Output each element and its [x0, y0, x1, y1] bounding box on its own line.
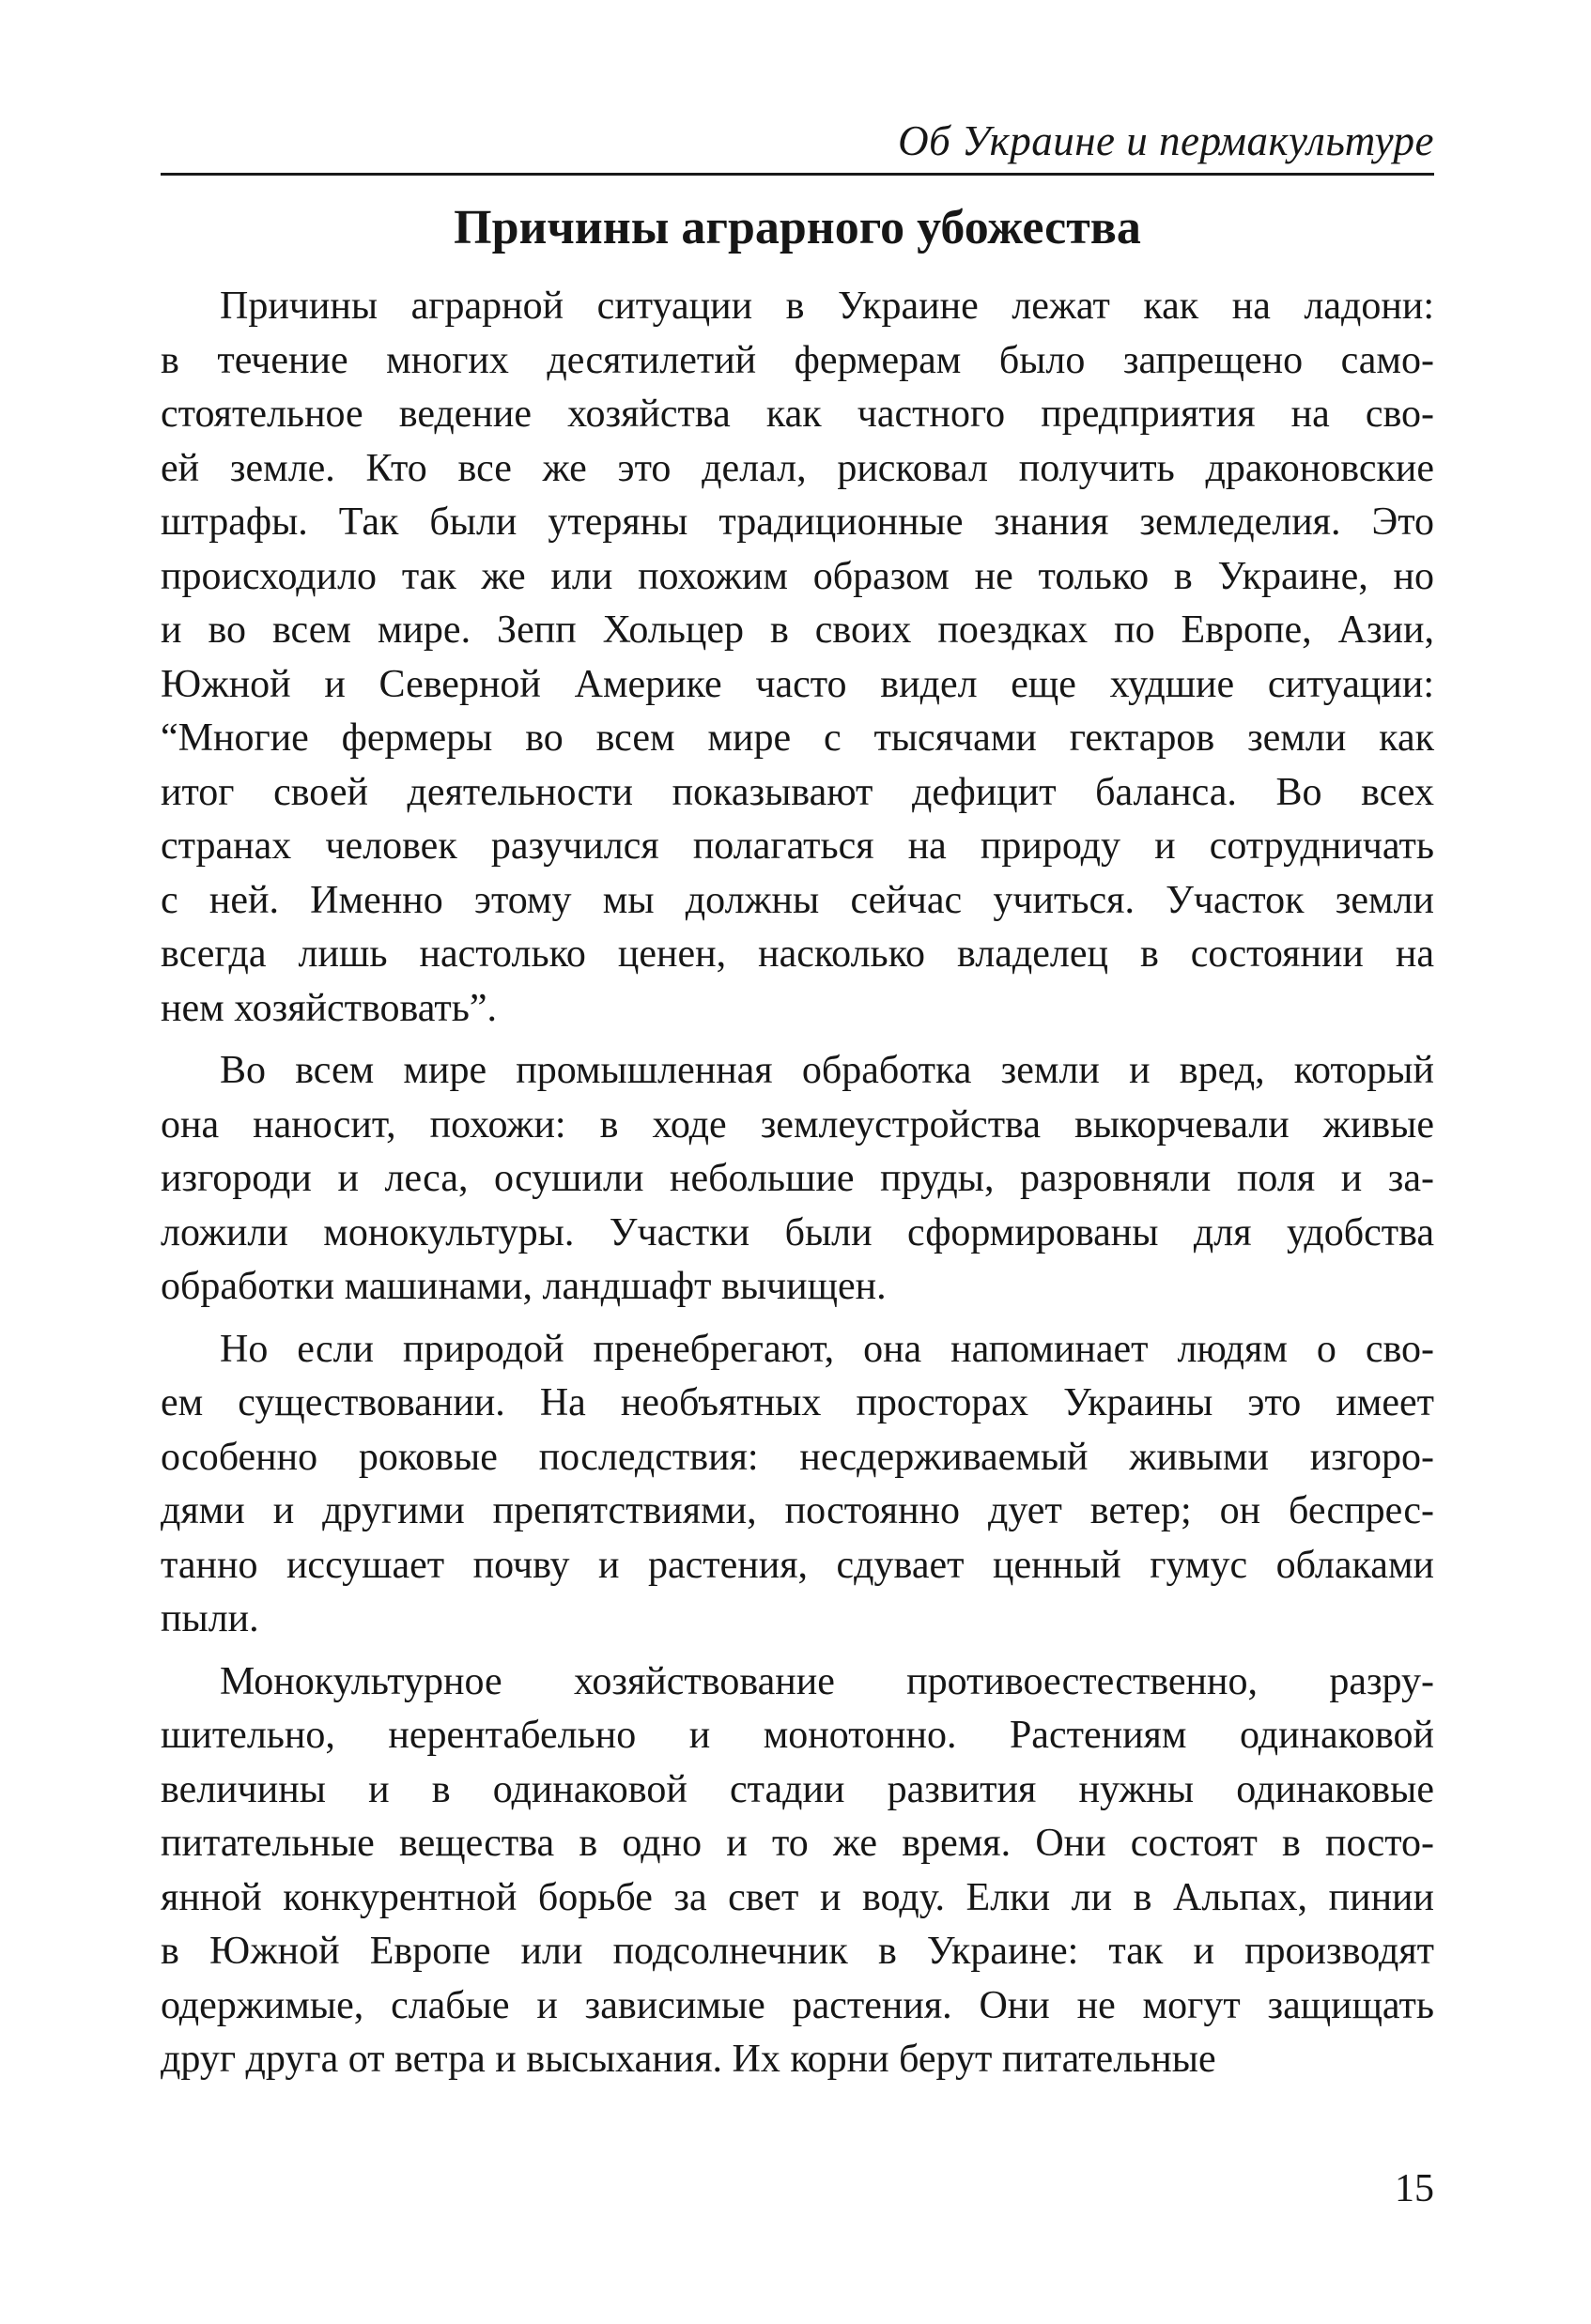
text-line: “Многие фермеры во всем мире с тысячами гектаров земли как — [161, 716, 1434, 760]
text-line: штрафы. Так были утеряны традиционные знания земледелия. Это — [161, 500, 1434, 544]
text-line: шительно, нерентабельно и монотонно. Растениям одинаковой — [161, 1714, 1434, 1757]
text-line: стоятельное ведение хозяйства как частного предприятия на сво- — [161, 392, 1434, 436]
text-line: Во всем мире промышленная обработка земли и вред, который — [220, 1049, 1434, 1092]
text-line: друг друга от ветра и высыхания. Их корни берут питательные — [161, 2038, 1216, 2081]
text-line: янной конкурентной борьбе за свет и воду. Елки ли в Альпах, пинии — [161, 1875, 1434, 1919]
text-line: Но если природой пренебрегают, она напоминает людям о сво- — [220, 1327, 1434, 1371]
text-line: и во всем мире. Зепп Хольцер в своих поездках по Европе, Азии, — [161, 608, 1434, 652]
text-line: она наносит, похожи: в ходе землеустройства выкорчевали живые — [161, 1102, 1434, 1147]
text-line: итог своей деятельности показывают дефицит баланса. Во всех — [161, 770, 1434, 814]
text-line: происходило так же или похожим образом не только в Украине, но — [161, 554, 1434, 598]
text-line: Причины аграрной ситуации в Украине лежат как на ладони: — [220, 285, 1434, 328]
body-paragraph — [161, 1323, 1434, 1647]
section-title: Причины аграрного убожества — [454, 201, 1141, 254]
text-line: танно иссушает почву и растения, сдувает ценный гумус облаками — [161, 1543, 1434, 1587]
text-line: величины и в одинаковой стадии развития нужны одинаковые — [161, 1767, 1434, 1811]
body-paragraph — [161, 1044, 1434, 1315]
text-line: пыли. — [161, 1597, 259, 1640]
text-line: одержимые, слабые и зависимые растения. Они не могут защищать — [161, 1983, 1434, 2027]
text-line: изгороди и леса, осушили небольшие пруды, разровняли поля и за- — [161, 1157, 1434, 1200]
running-header: Об Украине и пермакультуре — [898, 117, 1434, 164]
text-line: Монокультурное хозяйствование противоестественно, разру- — [220, 1659, 1434, 1703]
text-line: ей земле. Кто все же это делал, рисковал получить драконовские — [161, 446, 1434, 490]
text-line: нем хозяйствовать”. — [161, 986, 498, 1030]
body-paragraph — [161, 1655, 1434, 2087]
book-page — [161, 113, 1434, 2272]
page-number: 15 — [1395, 2167, 1434, 2210]
text-line: странах человек разучился полагаться на природу и сотрудничать — [161, 824, 1434, 868]
text-line: дями и другими препятствиями, постоянно дует ветер; он беспрес- — [161, 1489, 1434, 1532]
text-line: ем существовании. На необъятных просторах Украины это имеет — [161, 1381, 1434, 1424]
text-line: ложили монокультуры. Участки были сформированы для удобства — [161, 1210, 1434, 1254]
text-line: особенно роковые последствия: несдерживаемый живыми изгоро- — [161, 1435, 1434, 1479]
header-rule — [161, 173, 1434, 176]
text-line: Южной и Северной Америке часто видел еще худшие ситуации: — [161, 662, 1434, 706]
text-line: всегда лишь настолько ценен, насколько владелец в состоянии на — [161, 932, 1434, 976]
body-paragraph — [161, 280, 1434, 1036]
text-line: в Южной Европе или подсолнечник в Украине: так и производят — [161, 1930, 1434, 1973]
body-text — [161, 280, 1434, 2096]
text-line: питательные вещества в одно и то же время. Они состоят в посто- — [161, 1822, 1434, 1865]
text-line: в течение многих десятилетий фермерам было запрещено само- — [161, 338, 1434, 382]
text-line: обработки машинами, ландшафт вычищен. — [161, 1265, 887, 1308]
text-line: с ней. Именно этому мы должны сейчас учиться. Участок земли — [161, 878, 1434, 922]
